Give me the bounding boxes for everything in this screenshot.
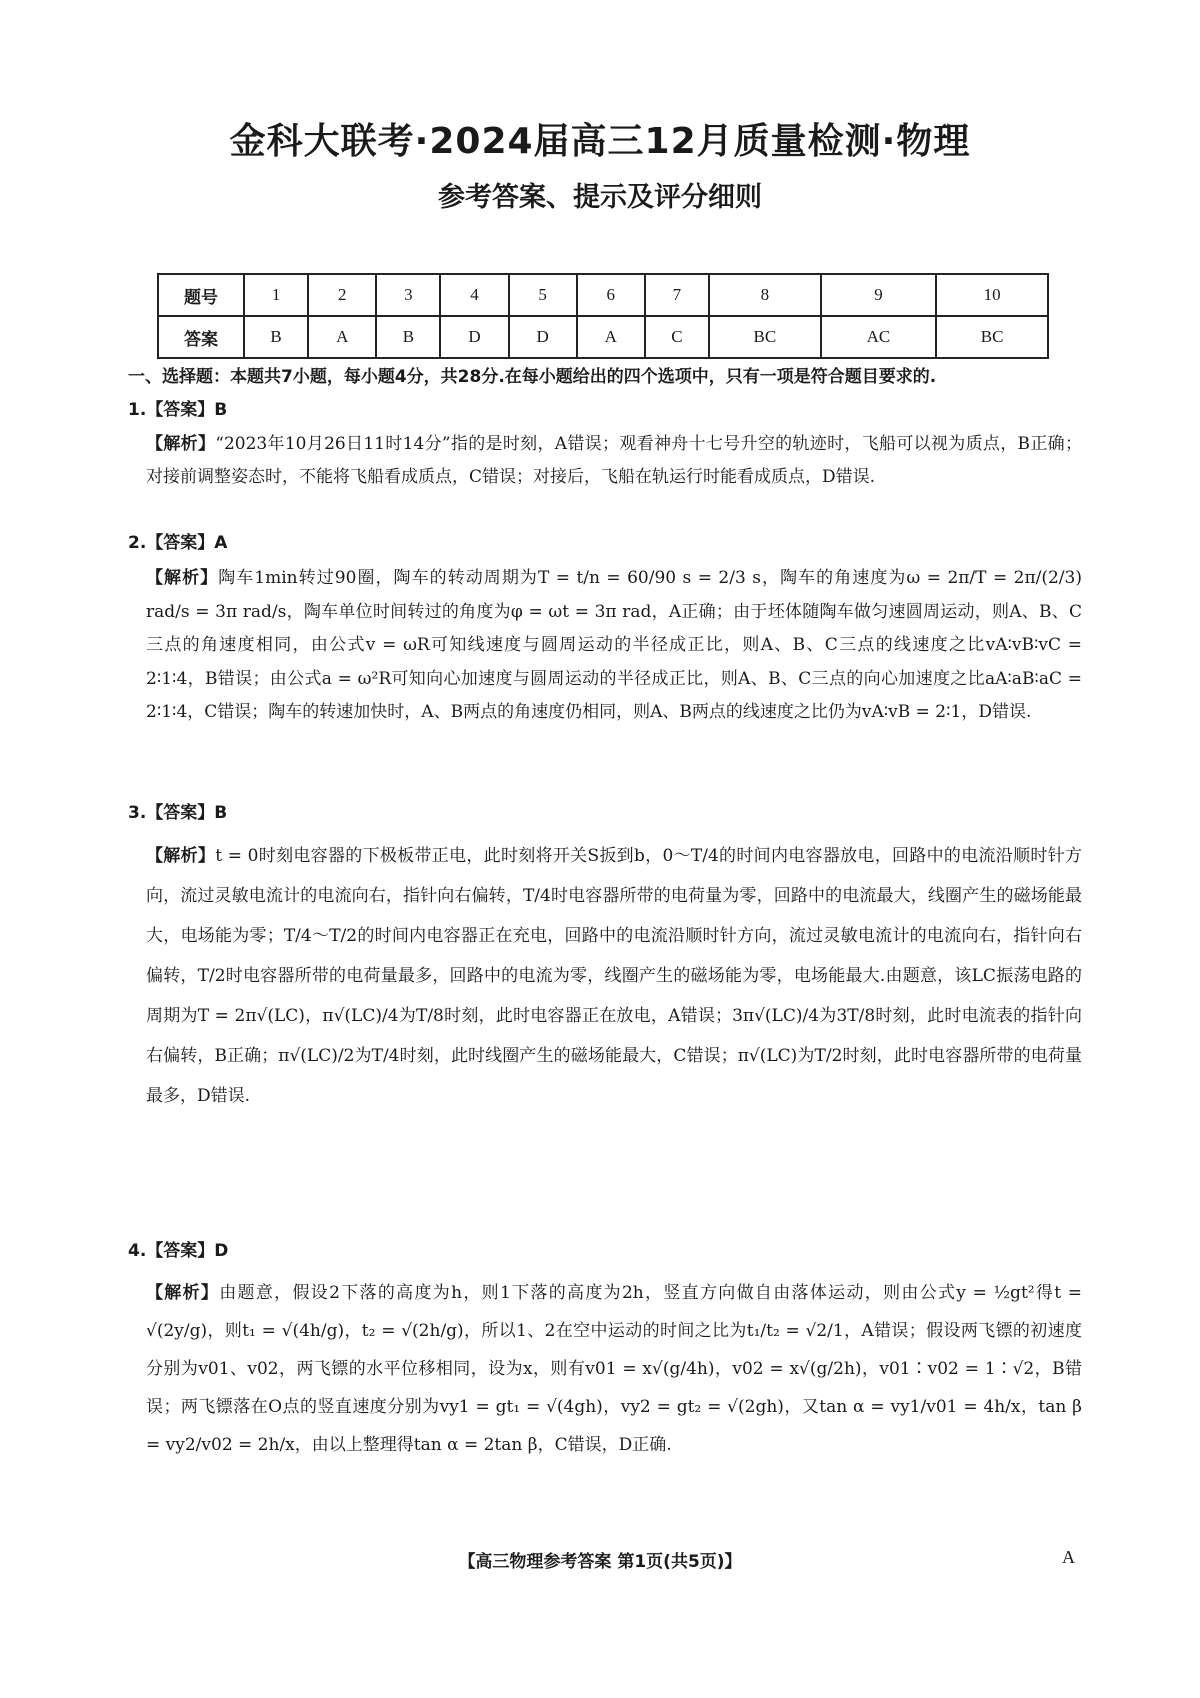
page-footer: 【高三物理参考答案 第1页(共5页)】 — [458, 1552, 742, 1572]
table-cell: 8 — [709, 274, 821, 316]
answer-label: 4.【答案】D — [128, 1241, 229, 1261]
table-cell: 9 — [821, 274, 937, 316]
table-cell: 4 — [440, 274, 508, 316]
table-row-numbers — [158, 274, 1048, 316]
answer-label: 1.【答案】B — [128, 400, 228, 420]
table-row-answers — [158, 316, 1048, 358]
explanation-tag: 【解析】 — [146, 1283, 220, 1303]
table-cell: B — [376, 316, 440, 358]
question-1-answer — [128, 397, 227, 423]
table-cell: D — [440, 316, 508, 358]
table-cell: BC — [709, 316, 821, 358]
table-cell: 6 — [577, 274, 645, 316]
table-cell: D — [509, 316, 577, 358]
table-cell: B — [244, 316, 308, 358]
table-cell: 3 — [376, 274, 440, 316]
table-cell: 2 — [308, 274, 376, 316]
question-3-answer — [128, 800, 227, 826]
table-cell: 7 — [645, 274, 709, 316]
table-header-cell: 题号 — [158, 274, 244, 316]
table-cell: C — [645, 316, 709, 358]
question-1-explanation — [146, 428, 1082, 527]
answer-table — [157, 273, 1049, 359]
question-2-answer — [128, 530, 227, 556]
page-subtitle: 参考答案、提示及评分细则 — [438, 182, 762, 213]
page-title: 金科大联考·2024届高三12月质量检测·物理 — [229, 121, 971, 162]
table-cell: 5 — [509, 274, 577, 316]
explanation-tag: 【解析】 — [146, 568, 219, 588]
explanation-text: 陶车1min转过90圈，陶车的转动周期为T = t/n = 60/90 s = 2/3 s，陶车的角速度为ω = 2π/T = 2π/(2/3) rad/s = 3π rad/s，陶车单位时间转过的角度为φ = ωt = 3π rad，A正确；由于坯体随陶车做匀速圆周运动，则A、B、C三点的角速度相同，由公式v = ωR可知线速度与圆周运动的半径成正比，则A、B、C三点的线速度之比vA∶vB∶vC = 2∶1∶4，B错误；由公式a = ω²R可知向心加速度与圆周运动的半径成正比，则A、B、C三点的向心加速度之比aA∶aB∶aC = 2∶1∶4，C错误；陶车的转速加快时，A、B两点的角速度仍相同，则A、B两点的线速度之比仍为vA∶vB = 2∶1，D错误. — [146, 568, 1082, 722]
explanation-tag: 【解析】 — [146, 846, 216, 866]
explanation-tag: 【解析】 — [146, 434, 216, 454]
table-cell: A — [308, 316, 376, 358]
explanation-text: 由题意，假设2下落的高度为h，则1下落的高度为2h，竖直方向做自由落体运动，则由公式y = ½gt²得t = √(2y/g)，则t₁ = √(4h/g)，t₂ = √(2h/g)，所以1、2在空中运动的时间之比为t₁/t₂ = √2/1，A错误；假设两飞镖的初速度分别为v01、v02，两飞镖的水平位移相同，设为x，则有v01 = x√(g/4h)，v02 = x√(g/2h)，v01∶v02 = 1∶√2，B错误；两飞镖落在O点的竖直速度分别为vy1 = gt₁ = √(4gh)，vy2 = gt₂ = √(2gh)，又tan α = vy1/v01 = 4h/x，tan β = vy2/v02 = 2h/x，由以上整理得tan α = 2tan β，C错误，D正确. — [146, 1283, 1082, 1455]
table-cell: BC — [936, 316, 1048, 358]
table-cell: AC — [821, 316, 937, 358]
section-heading: 一、选择题：本题共7小题，每小题4分，共28分.在每小题给出的四个选项中，只有一项是符合题目要求的. — [128, 367, 937, 387]
answer-label: 3.【答案】B — [128, 803, 228, 823]
table-header-cell: 答案 — [158, 316, 244, 358]
table-cell: A — [577, 316, 645, 358]
table-cell: 10 — [936, 274, 1048, 316]
answer-label: 2.【答案】A — [128, 533, 228, 553]
explanation-text: t = 0时刻电容器的下极板带正电，此时刻将开关S扳到b，0～T/4的时间内电容器放电，回路中的电流沿顺时针方向，流过灵敏电流计的电流向右，指针向右偏转，T/4时电容器所带的电荷量为零，回路中的电流最大，线圈产生的磁场能最大，电场能为零；T/4～T/2的时间内电容器正在充电，回路中的电流沿顺时针方向，流过灵敏电流计的电流向右，指针向右偏转，T/2时电容器所带的电荷量最多，回路中的电流为零，线圈产生的磁场能为零，电场能最大.由题意，该LC振荡电路的周期为T = 2π√(LC)，π√(LC)/4为T/8时刻，此时电容器正在放电，A错误；3π√(LC)/4为3T/8时刻，此时电流表的指针向右偏转，B正确；π√(LC)/2为T/4时刻，此时线圈产生的磁场能最大，C错误；π√(LC)为T/2时刻，此时电容器所带的电荷量最多，D错误. — [146, 846, 1082, 1106]
explanation-text: “2023年10月26日11时14分”指的是时刻，A错误；观看神舟十七号升空的轨迹时，飞船可以视为质点，B正确；对接前调整姿态时，不能将飞船看成质点，C错误；对接后，飞船在轨运行时能看成质点，D错误. — [146, 434, 1082, 487]
question-4-explanation — [146, 1274, 1082, 1502]
question-4-answer — [128, 1238, 228, 1264]
question-2-explanation — [146, 562, 1082, 797]
version-mark: A — [1062, 1547, 1075, 1567]
question-3-explanation — [146, 836, 1082, 1236]
table-cell: 1 — [244, 274, 308, 316]
